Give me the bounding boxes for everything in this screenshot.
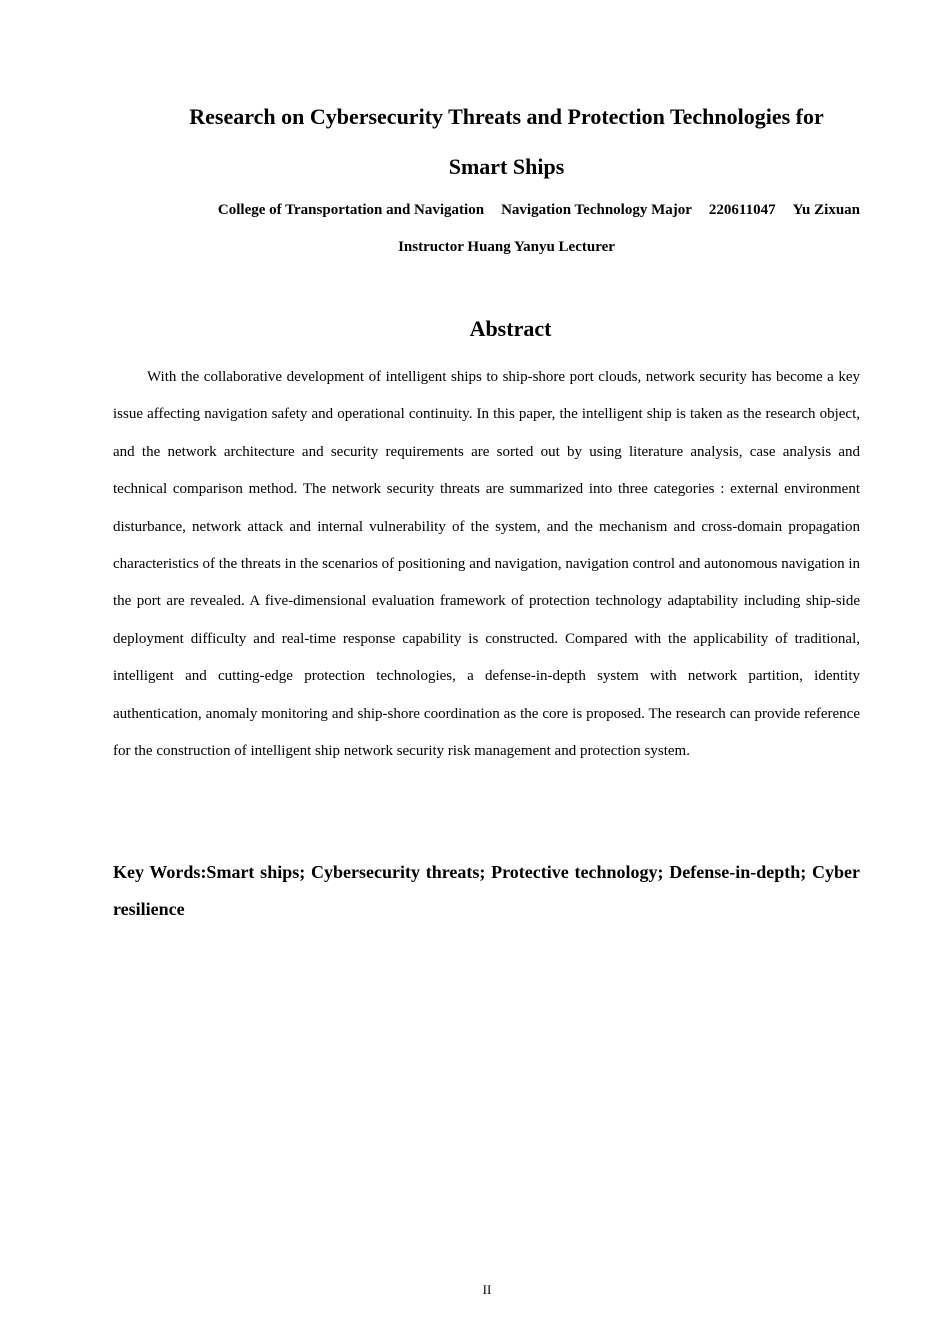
paper-title-line-1: Research on Cybersecurity Threats and Protection Technologies for [189,104,824,129]
instructor-line: Instructor Huang Yanyu Lecturer [398,239,615,255]
keywords: Key Words:Smart ships; Cybersecurity threats; Protective technology; Defense-in-depth; Cyber resilience [113,862,860,919]
major-name: Navigation Technology Major [501,202,692,218]
author-name: Yu Zixuan [792,202,860,218]
abstract-heading: Abstract [469,316,552,341]
abstract-body: With the collaborative development of intelligent ships to ship-shore port clouds, network security has become a key issue affecting navigation safety and operational continuity. In this paper, the intelligent ship is taken as the research object, and the network architecture and security requirements are sorted out by using literature analysis, case analysis and technical comparison method. The network security threats are summarized into three categories : external environment disturbance, network attack and internal vulnerability of the system, and the mechanism and cross-domain propagation characteristics of the threats in the scenarios of positioning and navigation, navigation control and autonomous navigation in the port are revealed. A five-dimensional evaluation framework of protection technology adaptability including ship-side deployment difficulty and real-time response capability is constructed. Compared with the applicability of traditional, intelligent and cutting-edge protection technologies, a defense-in-depth system with network partition, identity authentication, anomaly monitoring and ship-shore coordination as the core is proposed. The research can provide reference for the construction of intelligent ship network security risk management and protection system. [113,369,860,760]
student-id: 220611047 [708,202,776,218]
page-number: II [482,1282,492,1297]
paper-title-line-2: Smart Ships [448,154,565,179]
college-name: College of Transportation and Navigation [217,202,485,218]
affiliation-line [113,200,860,220]
